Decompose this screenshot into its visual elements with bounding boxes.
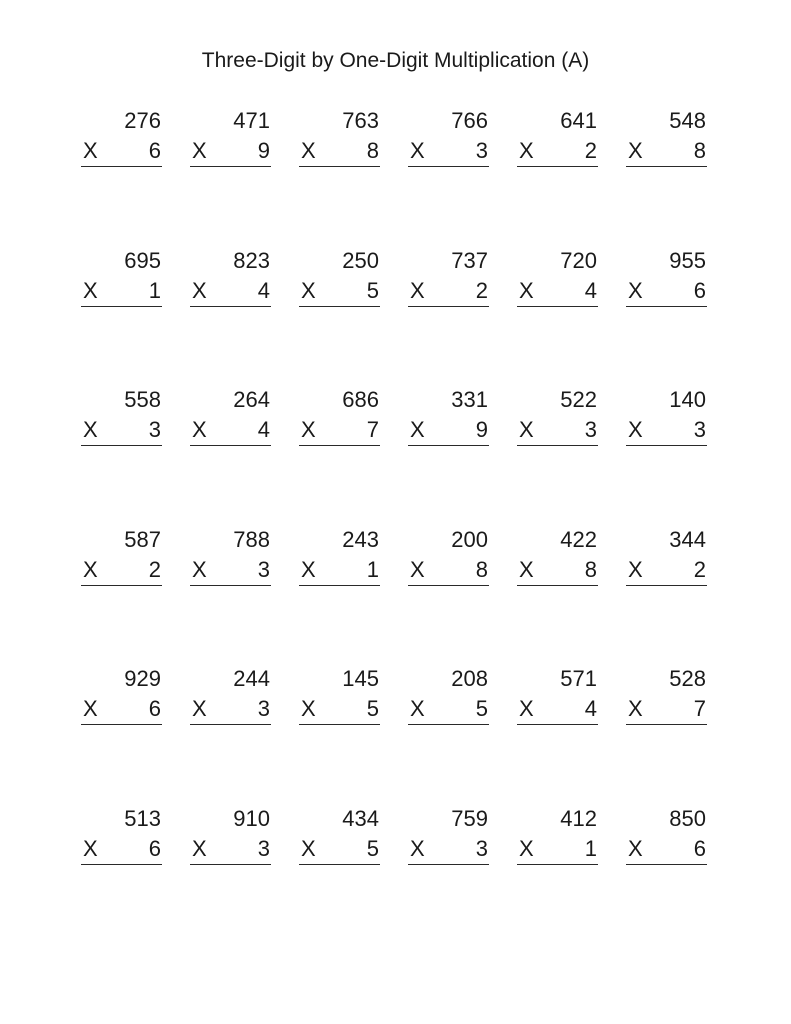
multiplicand: 331 [451,387,488,412]
multiplicand: 763 [342,108,379,133]
multiplier: 4 [257,277,270,303]
times-sign: X [519,696,534,721]
multiplication-problem [299,526,380,586]
multiplier: 5 [366,277,379,303]
times-sign: X [519,835,534,861]
multiplier: 8 [693,138,706,163]
times-sign: X [628,835,643,861]
multiplier: 5 [366,835,379,861]
multiplicand: 587 [124,526,161,552]
times-sign: X [519,138,534,163]
multiplication-problem [81,107,162,167]
answer-line [408,724,489,725]
answer-line [299,306,380,307]
multiplication-problem [517,526,598,586]
multiplier: 9 [475,417,488,442]
multiplication-problem [81,526,162,586]
answer-line [517,724,598,725]
times-sign: X [410,696,425,721]
multiplication-problem [81,247,162,307]
multiplier: 7 [693,696,706,721]
times-sign: X [628,277,643,303]
multiplication-problem [517,386,598,446]
multiplicand: 929 [124,666,161,691]
multiplier: 4 [257,417,270,442]
times-sign: X [519,417,534,442]
times-sign: X [519,556,534,582]
answer-line [190,585,271,586]
multiplier: 6 [148,138,161,163]
times-sign: X [83,277,98,303]
answer-line [517,864,598,865]
times-sign: X [410,417,425,442]
answer-line [81,864,162,865]
problem-row [81,526,711,666]
multiplier: 8 [475,556,488,582]
answer-line [517,166,598,167]
times-sign: X [192,556,207,582]
times-sign: X [301,277,316,303]
multiplier: 7 [366,417,379,442]
multiplication-problem [190,247,271,307]
multiplication-problem [517,247,598,307]
multiplication-problem [626,526,707,586]
multiplicand: 276 [124,108,161,133]
multiplicand: 695 [124,247,161,273]
answer-line [190,166,271,167]
answer-line [81,166,162,167]
multiplier: 4 [584,696,597,721]
multiplier: 3 [475,835,488,861]
answer-line [81,724,162,725]
multiplication-problem [408,107,489,167]
times-sign: X [301,138,316,163]
multiplier: 2 [584,138,597,163]
multiplication-problem [299,665,380,725]
answer-line [517,306,598,307]
multiplier: 3 [584,417,597,442]
multiplication-problem [299,107,380,167]
multiplicand: 412 [560,805,597,831]
multiplicand: 434 [342,805,379,831]
multiplication-problem [299,386,380,446]
answer-line [299,585,380,586]
answer-line [626,166,707,167]
answer-line [81,306,162,307]
multiplier: 6 [148,696,161,721]
problem-row [81,665,711,805]
times-sign: X [192,696,207,721]
problem-grid [81,107,711,944]
multiplier: 1 [148,277,161,303]
multiplier: 6 [148,835,161,861]
multiplication-problem [408,665,489,725]
times-sign: X [192,138,207,163]
answer-line [517,445,598,446]
multiplication-problem [81,386,162,446]
times-sign: X [410,277,425,303]
multiplicand: 344 [669,526,706,552]
multiplication-problem [626,386,707,446]
multiplicand: 244 [233,666,270,691]
problem-row [81,247,711,387]
problem-row [81,107,711,247]
multiplicand: 145 [342,666,379,691]
multiplicand: 955 [669,247,706,273]
times-sign: X [301,556,316,582]
multiplicand: 422 [560,526,597,552]
answer-line [81,585,162,586]
times-sign: X [301,696,316,721]
times-sign: X [628,696,643,721]
multiplicand: 243 [342,526,379,552]
multiplier: 1 [366,556,379,582]
multiplicand: 250 [342,247,379,273]
multiplicand: 264 [233,387,270,412]
multiplication-problem [299,805,380,865]
multiplicand: 720 [560,247,597,273]
times-sign: X [83,556,98,582]
multiplier: 5 [475,696,488,721]
multiplier: 9 [257,138,270,163]
multiplier: 1 [584,835,597,861]
answer-line [299,724,380,725]
multiplier: 3 [257,696,270,721]
multiplicand: 766 [451,108,488,133]
worksheet-title: Three-Digit by One-Digit Multiplication (A) [201,49,590,72]
multiplicand: 850 [669,805,706,831]
multiplicand: 471 [233,108,270,133]
answer-line [408,585,489,586]
times-sign: X [628,417,643,442]
multiplicand: 140 [669,387,706,412]
multiplication-problem [190,386,271,446]
problem-row [81,805,711,945]
multiplicand: 522 [560,387,597,412]
multiplication-problem [408,526,489,586]
multiplicand: 548 [669,108,706,133]
multiplication-problem [81,665,162,725]
answer-line [626,724,707,725]
times-sign: X [628,556,643,582]
times-sign: X [83,417,98,442]
multiplication-problem [408,386,489,446]
multiplication-problem [517,665,598,725]
multiplication-problem [190,526,271,586]
answer-line [517,585,598,586]
multiplier: 3 [693,417,706,442]
multiplicand: 558 [124,387,161,412]
times-sign: X [301,835,316,861]
times-sign: X [192,835,207,861]
multiplication-problem [626,247,707,307]
multiplier: 4 [584,277,597,303]
answer-line [299,445,380,446]
answer-line [408,306,489,307]
multiplier: 5 [366,696,379,721]
multiplication-problem [190,107,271,167]
multiplicand: 208 [451,666,488,691]
times-sign: X [519,277,534,303]
multiplicand: 759 [451,805,488,831]
multiplier: 6 [693,835,706,861]
multiplication-problem [517,107,598,167]
answer-line [408,864,489,865]
times-sign: X [83,835,98,861]
multiplication-problem [81,805,162,865]
multiplicand: 200 [451,526,488,552]
answer-line [626,585,707,586]
multiplicand: 528 [669,666,706,691]
multiplicand: 513 [124,805,161,831]
answer-line [190,306,271,307]
answer-line [626,306,707,307]
multiplication-problem [626,107,707,167]
answer-line [190,724,271,725]
answer-line [408,445,489,446]
answer-line [190,445,271,446]
times-sign: X [301,417,316,442]
multiplier: 2 [475,277,488,303]
multiplicand: 686 [342,387,379,412]
multiplication-problem [190,805,271,865]
multiplier: 8 [366,138,379,163]
multiplication-problem [626,665,707,725]
multiplication-problem [408,805,489,865]
times-sign: X [192,417,207,442]
multiplier: 3 [475,138,488,163]
multiplication-problem [626,805,707,865]
multiplier: 3 [148,417,161,442]
multiplier: 6 [693,277,706,303]
multiplicand: 641 [560,108,597,133]
times-sign: X [628,138,643,163]
multiplier: 3 [257,556,270,582]
multiplication-problem [299,247,380,307]
answer-line [81,445,162,446]
multiplicand: 788 [233,526,270,552]
multiplication-problem [190,665,271,725]
answer-line [408,166,489,167]
times-sign: X [83,696,98,721]
times-sign: X [410,835,425,861]
multiplicand: 823 [233,247,270,273]
problem-row [81,386,711,526]
answer-line [299,166,380,167]
answer-line [299,864,380,865]
multiplicand: 910 [233,805,270,831]
times-sign: X [83,138,98,163]
multiplier: 3 [257,835,270,861]
multiplicand: 571 [560,666,597,691]
multiplier: 8 [584,556,597,582]
times-sign: X [410,138,425,163]
answer-line [626,864,707,865]
answer-line [190,864,271,865]
multiplier: 2 [148,556,161,582]
multiplication-problem [408,247,489,307]
multiplicand: 737 [451,247,488,273]
times-sign: X [410,556,425,582]
answer-line [626,445,707,446]
multiplication-problem [517,805,598,865]
times-sign: X [192,277,207,303]
multiplier: 2 [693,556,706,582]
